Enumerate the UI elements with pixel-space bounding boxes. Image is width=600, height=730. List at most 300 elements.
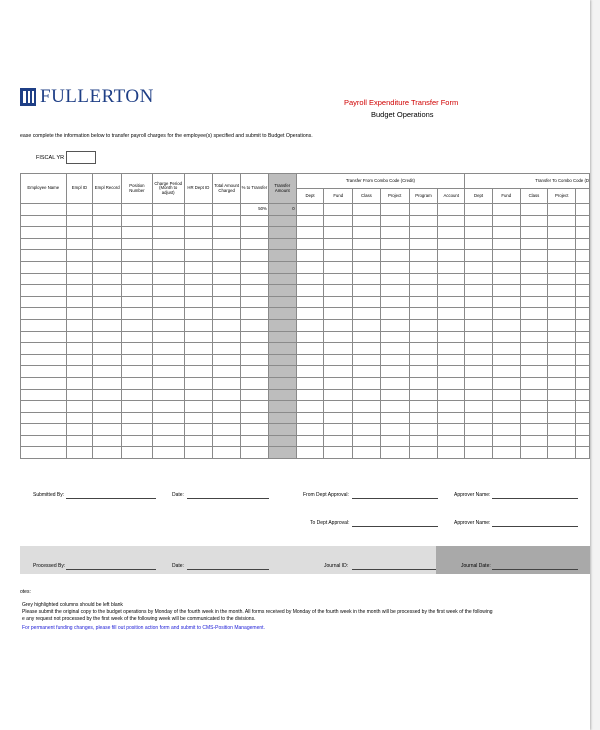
- table-cell[interactable]: [409, 319, 438, 331]
- table-cell[interactable]: [296, 238, 324, 250]
- table-cell[interactable]: [184, 204, 213, 216]
- table-cell[interactable]: [152, 366, 184, 378]
- table-cell[interactable]: [438, 412, 465, 424]
- table-cell[interactable]: [152, 331, 184, 343]
- table-cell[interactable]: [21, 389, 67, 401]
- table-cell[interactable]: [576, 204, 590, 216]
- table-cell[interactable]: [548, 343, 576, 355]
- table-cell[interactable]: [520, 412, 548, 424]
- table-cell[interactable]: [21, 261, 67, 273]
- table-cell[interactable]: [409, 343, 438, 355]
- table-cell[interactable]: [576, 366, 590, 378]
- table-cell[interactable]: [324, 331, 353, 343]
- table-cell[interactable]: [465, 366, 493, 378]
- table-cell[interactable]: [184, 319, 213, 331]
- table-cell[interactable]: [296, 377, 324, 389]
- table-cell[interactable]: [492, 204, 520, 216]
- table-cell[interactable]: [184, 424, 213, 436]
- table-cell[interactable]: [465, 331, 493, 343]
- table-cell[interactable]: [122, 250, 153, 262]
- table-cell[interactable]: [409, 354, 438, 366]
- table-cell[interactable]: [465, 308, 493, 320]
- table-cell[interactable]: [465, 377, 493, 389]
- table-cell[interactable]: [576, 389, 590, 401]
- table-cell[interactable]: [122, 285, 153, 297]
- table-cell[interactable]: [241, 377, 269, 389]
- table-cell[interactable]: [66, 447, 93, 459]
- table-cell[interactable]: [438, 285, 465, 297]
- table-cell[interactable]: [21, 296, 67, 308]
- table-cell[interactable]: [492, 377, 520, 389]
- table-cell[interactable]: [184, 238, 213, 250]
- table-cell[interactable]: [492, 296, 520, 308]
- table-cell[interactable]: [324, 377, 353, 389]
- table-cell[interactable]: [548, 238, 576, 250]
- table-cell[interactable]: [21, 412, 67, 424]
- processed-by-line[interactable]: [66, 569, 156, 570]
- table-cell[interactable]: [465, 389, 493, 401]
- table-cell[interactable]: [380, 401, 409, 413]
- table-cell[interactable]: [122, 238, 153, 250]
- table-cell[interactable]: [380, 285, 409, 297]
- table-cell[interactable]: [184, 412, 213, 424]
- table-cell[interactable]: [184, 215, 213, 227]
- table-cell[interactable]: [122, 204, 153, 216]
- table-cell[interactable]: [492, 389, 520, 401]
- table-cell[interactable]: [520, 389, 548, 401]
- table-cell[interactable]: [576, 354, 590, 366]
- table-cell[interactable]: [93, 354, 122, 366]
- table-cell[interactable]: [66, 424, 93, 436]
- table-cell[interactable]: [548, 435, 576, 447]
- table-cell[interactable]: [93, 319, 122, 331]
- table-cell[interactable]: [520, 377, 548, 389]
- table-cell[interactable]: [353, 389, 381, 401]
- table-cell[interactable]: [21, 401, 67, 413]
- table-cell[interactable]: [213, 261, 241, 273]
- table-cell[interactable]: [66, 412, 93, 424]
- table-cell[interactable]: [21, 204, 67, 216]
- table-cell[interactable]: [520, 366, 548, 378]
- table-cell[interactable]: [184, 331, 213, 343]
- table-cell[interactable]: [93, 343, 122, 355]
- table-cell[interactable]: [66, 354, 93, 366]
- table-cell[interactable]: [152, 424, 184, 436]
- table-cell[interactable]: [122, 308, 153, 320]
- table-cell[interactable]: [241, 261, 269, 273]
- table-cell[interactable]: [438, 319, 465, 331]
- table-cell[interactable]: [465, 261, 493, 273]
- table-cell[interactable]: [576, 238, 590, 250]
- table-cell[interactable]: [213, 435, 241, 447]
- table-cell[interactable]: [353, 227, 381, 239]
- table-cell[interactable]: [548, 331, 576, 343]
- table-cell[interactable]: [380, 261, 409, 273]
- table-cell[interactable]: [93, 424, 122, 436]
- table-cell[interactable]: [438, 308, 465, 320]
- table-cell[interactable]: [213, 227, 241, 239]
- table-cell[interactable]: [241, 215, 269, 227]
- table-cell[interactable]: [465, 250, 493, 262]
- table-cell[interactable]: [66, 331, 93, 343]
- table-cell[interactable]: [241, 250, 269, 262]
- table-cell[interactable]: [122, 273, 153, 285]
- table-cell[interactable]: [213, 331, 241, 343]
- table-cell[interactable]: [576, 435, 590, 447]
- table-cell[interactable]: [492, 238, 520, 250]
- table-cell[interactable]: [66, 273, 93, 285]
- table-cell[interactable]: [520, 435, 548, 447]
- table-cell[interactable]: [353, 366, 381, 378]
- table-cell[interactable]: [66, 435, 93, 447]
- table-cell[interactable]: [152, 447, 184, 459]
- table-cell[interactable]: [492, 308, 520, 320]
- table-cell[interactable]: [241, 331, 269, 343]
- table-cell[interactable]: [21, 343, 67, 355]
- table-cell[interactable]: [576, 319, 590, 331]
- table-cell[interactable]: [66, 366, 93, 378]
- table-cell[interactable]: [380, 250, 409, 262]
- table-cell[interactable]: [520, 354, 548, 366]
- table-cell[interactable]: [21, 273, 67, 285]
- date-line[interactable]: [187, 569, 269, 570]
- table-cell[interactable]: [548, 215, 576, 227]
- table-cell[interactable]: [353, 331, 381, 343]
- table-cell[interactable]: [576, 215, 590, 227]
- table-cell[interactable]: [66, 296, 93, 308]
- table-cell[interactable]: [122, 343, 153, 355]
- table-cell[interactable]: [122, 215, 153, 227]
- table-cell[interactable]: [21, 354, 67, 366]
- table-cell[interactable]: [21, 227, 67, 239]
- table-cell[interactable]: [296, 204, 324, 216]
- table-cell[interactable]: [296, 273, 324, 285]
- table-cell[interactable]: [353, 296, 381, 308]
- table-cell[interactable]: [576, 447, 590, 459]
- table-cell[interactable]: [492, 261, 520, 273]
- table-cell[interactable]: [21, 447, 67, 459]
- table-cell[interactable]: [520, 331, 548, 343]
- to-dept-approval-line[interactable]: [352, 526, 438, 527]
- table-cell[interactable]: [184, 227, 213, 239]
- table-cell[interactable]: [465, 447, 493, 459]
- table-cell[interactable]: [93, 204, 122, 216]
- table-cell[interactable]: [520, 296, 548, 308]
- table-cell[interactable]: [576, 424, 590, 436]
- table-cell[interactable]: [324, 204, 353, 216]
- table-cell[interactable]: [296, 354, 324, 366]
- table-cell[interactable]: [122, 319, 153, 331]
- table-cell[interactable]: [438, 377, 465, 389]
- table-cell[interactable]: [66, 261, 93, 273]
- table-cell[interactable]: [241, 343, 269, 355]
- table-cell[interactable]: [409, 204, 438, 216]
- table-cell[interactable]: [548, 227, 576, 239]
- journal-date-line[interactable]: [492, 569, 578, 570]
- table-cell[interactable]: [520, 401, 548, 413]
- table-cell[interactable]: [296, 215, 324, 227]
- table-cell[interactable]: [576, 227, 590, 239]
- table-cell[interactable]: [353, 343, 381, 355]
- table-cell[interactable]: [66, 319, 93, 331]
- table-cell[interactable]: [213, 401, 241, 413]
- table-cell[interactable]: [576, 250, 590, 262]
- table-cell[interactable]: [438, 343, 465, 355]
- table-cell[interactable]: [380, 238, 409, 250]
- table-cell[interactable]: [296, 435, 324, 447]
- table-cell[interactable]: [152, 343, 184, 355]
- table-cell[interactable]: [548, 308, 576, 320]
- table-cell[interactable]: [548, 354, 576, 366]
- table-cell[interactable]: [380, 215, 409, 227]
- table-cell[interactable]: [21, 424, 67, 436]
- table-cell[interactable]: [213, 412, 241, 424]
- table-cell[interactable]: [184, 250, 213, 262]
- table-cell[interactable]: [576, 296, 590, 308]
- table-cell[interactable]: [93, 273, 122, 285]
- table-cell[interactable]: [380, 273, 409, 285]
- table-cell[interactable]: [548, 377, 576, 389]
- table-cell[interactable]: [21, 285, 67, 297]
- table-cell[interactable]: [576, 401, 590, 413]
- table-cell[interactable]: [66, 308, 93, 320]
- table-cell[interactable]: [409, 412, 438, 424]
- table-cell[interactable]: [492, 319, 520, 331]
- table-cell[interactable]: [409, 308, 438, 320]
- table-cell[interactable]: [409, 215, 438, 227]
- table-cell[interactable]: [324, 273, 353, 285]
- table-cell[interactable]: [122, 424, 153, 436]
- table-cell[interactable]: [548, 296, 576, 308]
- table-cell[interactable]: [409, 227, 438, 239]
- table-cell[interactable]: [93, 401, 122, 413]
- table-cell[interactable]: [520, 285, 548, 297]
- table-cell[interactable]: [93, 331, 122, 343]
- table-cell[interactable]: [184, 354, 213, 366]
- table-cell[interactable]: [184, 273, 213, 285]
- table-cell[interactable]: [93, 296, 122, 308]
- table-cell[interactable]: [93, 285, 122, 297]
- table-cell[interactable]: [492, 401, 520, 413]
- table-cell[interactable]: [93, 366, 122, 378]
- table-cell[interactable]: [548, 285, 576, 297]
- table-cell[interactable]: [21, 319, 67, 331]
- table-cell[interactable]: [324, 238, 353, 250]
- table-cell[interactable]: [21, 377, 67, 389]
- table-cell[interactable]: [492, 447, 520, 459]
- table-cell[interactable]: [492, 424, 520, 436]
- pct-transfer-value[interactable]: 50%: [241, 204, 269, 216]
- table-cell[interactable]: [213, 354, 241, 366]
- table-cell[interactable]: [324, 435, 353, 447]
- table-cell[interactable]: [241, 227, 269, 239]
- table-cell[interactable]: [380, 204, 409, 216]
- table-cell[interactable]: [241, 447, 269, 459]
- table-cell[interactable]: [438, 250, 465, 262]
- table-cell[interactable]: [213, 296, 241, 308]
- table-cell[interactable]: [465, 354, 493, 366]
- date-line[interactable]: [187, 498, 269, 499]
- table-cell[interactable]: [409, 296, 438, 308]
- table-cell[interactable]: [409, 435, 438, 447]
- table-cell[interactable]: [296, 389, 324, 401]
- table-cell[interactable]: [241, 285, 269, 297]
- table-cell[interactable]: [576, 308, 590, 320]
- table-cell[interactable]: [152, 227, 184, 239]
- table-cell[interactable]: [465, 319, 493, 331]
- table-cell[interactable]: [380, 227, 409, 239]
- table-cell[interactable]: [438, 354, 465, 366]
- table-cell[interactable]: [409, 401, 438, 413]
- table-cell[interactable]: [93, 261, 122, 273]
- table-cell[interactable]: [93, 412, 122, 424]
- table-cell[interactable]: [241, 273, 269, 285]
- table-cell[interactable]: [324, 319, 353, 331]
- table-cell[interactable]: [548, 389, 576, 401]
- table-cell[interactable]: [353, 447, 381, 459]
- table-cell[interactable]: [548, 273, 576, 285]
- table-cell[interactable]: [492, 366, 520, 378]
- table-cell[interactable]: [520, 215, 548, 227]
- table-cell[interactable]: [324, 366, 353, 378]
- table-cell[interactable]: [241, 366, 269, 378]
- table-cell[interactable]: [520, 261, 548, 273]
- table-cell[interactable]: [409, 377, 438, 389]
- table-cell[interactable]: [122, 401, 153, 413]
- table-cell[interactable]: [152, 412, 184, 424]
- table-cell[interactable]: [93, 447, 122, 459]
- table-cell[interactable]: [93, 238, 122, 250]
- table-cell[interactable]: [152, 285, 184, 297]
- table-cell[interactable]: [66, 215, 93, 227]
- table-cell[interactable]: [213, 215, 241, 227]
- table-cell[interactable]: [548, 424, 576, 436]
- table-cell[interactable]: [122, 412, 153, 424]
- approver-name-line[interactable]: [492, 526, 578, 527]
- table-cell[interactable]: [241, 424, 269, 436]
- table-cell[interactable]: [520, 319, 548, 331]
- table-cell[interactable]: [409, 238, 438, 250]
- table-cell[interactable]: [576, 343, 590, 355]
- table-cell[interactable]: [380, 354, 409, 366]
- table-cell[interactable]: [324, 215, 353, 227]
- table-cell[interactable]: [213, 366, 241, 378]
- fiscal-year-input[interactable]: [66, 151, 96, 164]
- table-cell[interactable]: [353, 273, 381, 285]
- table-cell[interactable]: [380, 424, 409, 436]
- table-cell[interactable]: [492, 215, 520, 227]
- table-cell[interactable]: [241, 412, 269, 424]
- table-cell[interactable]: [380, 296, 409, 308]
- table-cell[interactable]: [296, 447, 324, 459]
- table-cell[interactable]: [122, 296, 153, 308]
- table-cell[interactable]: [184, 296, 213, 308]
- table-cell[interactable]: [465, 296, 493, 308]
- table-cell[interactable]: [93, 389, 122, 401]
- table-cell[interactable]: [576, 412, 590, 424]
- table-cell[interactable]: [152, 273, 184, 285]
- table-cell[interactable]: [465, 412, 493, 424]
- table-cell[interactable]: [66, 343, 93, 355]
- table-cell[interactable]: [353, 204, 381, 216]
- table-cell[interactable]: [409, 447, 438, 459]
- table-cell[interactable]: [184, 447, 213, 459]
- table-cell[interactable]: [465, 401, 493, 413]
- table-cell[interactable]: [438, 215, 465, 227]
- table-cell[interactable]: [548, 366, 576, 378]
- table-cell[interactable]: [296, 285, 324, 297]
- table-cell[interactable]: [380, 343, 409, 355]
- table-cell[interactable]: [213, 308, 241, 320]
- table-cell[interactable]: [465, 204, 493, 216]
- table-cell[interactable]: [21, 435, 67, 447]
- table-cell[interactable]: [241, 435, 269, 447]
- table-cell[interactable]: [438, 435, 465, 447]
- table-cell[interactable]: [492, 250, 520, 262]
- table-cell[interactable]: [520, 447, 548, 459]
- table-cell[interactable]: [93, 227, 122, 239]
- table-cell[interactable]: [184, 366, 213, 378]
- table-cell[interactable]: [324, 343, 353, 355]
- table-cell[interactable]: [380, 447, 409, 459]
- table-cell[interactable]: [184, 435, 213, 447]
- table-cell[interactable]: [184, 377, 213, 389]
- table-cell[interactable]: [438, 261, 465, 273]
- table-cell[interactable]: [122, 377, 153, 389]
- table-cell[interactable]: [213, 424, 241, 436]
- table-cell[interactable]: [548, 250, 576, 262]
- table-cell[interactable]: [213, 389, 241, 401]
- table-cell[interactable]: [353, 319, 381, 331]
- table-cell[interactable]: [380, 377, 409, 389]
- table-cell[interactable]: [380, 366, 409, 378]
- table-cell[interactable]: [122, 331, 153, 343]
- table-cell[interactable]: [324, 354, 353, 366]
- table-cell[interactable]: [465, 285, 493, 297]
- table-cell[interactable]: [324, 424, 353, 436]
- table-cell[interactable]: [324, 227, 353, 239]
- table-cell[interactable]: [380, 412, 409, 424]
- table-cell[interactable]: [409, 331, 438, 343]
- table-cell[interactable]: [438, 204, 465, 216]
- table-cell[interactable]: [438, 447, 465, 459]
- table-cell[interactable]: [380, 308, 409, 320]
- table-cell[interactable]: [576, 377, 590, 389]
- journal-id-line[interactable]: [352, 569, 436, 570]
- table-cell[interactable]: [241, 238, 269, 250]
- from-dept-approval-line[interactable]: [352, 498, 438, 499]
- table-cell[interactable]: [465, 273, 493, 285]
- table-cell[interactable]: [213, 285, 241, 297]
- table-cell[interactable]: [438, 401, 465, 413]
- table-cell[interactable]: [241, 296, 269, 308]
- table-cell[interactable]: [520, 227, 548, 239]
- table-cell[interactable]: [465, 424, 493, 436]
- table-cell[interactable]: [548, 261, 576, 273]
- table-cell[interactable]: [492, 331, 520, 343]
- table-cell[interactable]: [21, 250, 67, 262]
- table-cell[interactable]: [184, 261, 213, 273]
- table-cell[interactable]: [465, 215, 493, 227]
- table-cell[interactable]: [213, 204, 241, 216]
- table-cell[interactable]: [296, 331, 324, 343]
- approver-name-line[interactable]: [492, 498, 578, 499]
- table-cell[interactable]: [520, 238, 548, 250]
- table-cell[interactable]: [438, 296, 465, 308]
- table-cell[interactable]: [548, 401, 576, 413]
- table-cell[interactable]: [184, 401, 213, 413]
- table-cell[interactable]: [152, 296, 184, 308]
